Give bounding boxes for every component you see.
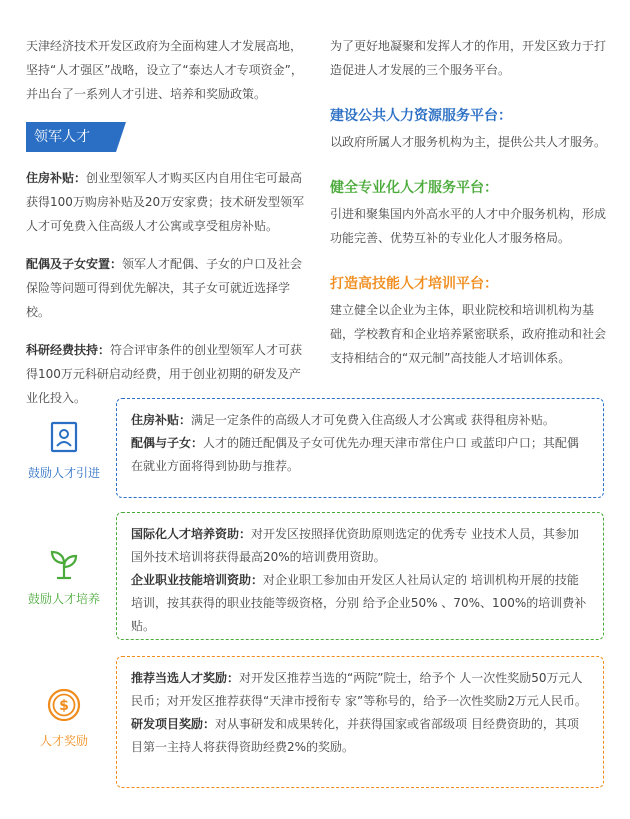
reward-item-research: 研发项目奖励：对从事研发和成果转化，并获得国家或省部级项 目经费资助的，其项目第一主持人将获得资助经费2%的奖励。 xyxy=(131,717,579,754)
section-cultivate-box xyxy=(116,512,604,640)
platform-training-text: 建立健全以企业为主体，职业院校和培训机构为基础，学校教育和企业培养紧密联系，政府推动和社会支持相结合的“双元制”高技能人才培训体系。 xyxy=(330,303,607,365)
section-introduce-box xyxy=(116,398,604,498)
platform-public-title: 建设公共人力资源服务平台： xyxy=(330,108,512,124)
person-card-icon xyxy=(49,420,79,454)
platform-training-title: 打造高技能人才培训平台： xyxy=(330,276,498,292)
section-reward-box xyxy=(116,656,604,788)
coin-icon xyxy=(47,688,81,722)
left-column xyxy=(26,34,310,424)
right-column xyxy=(330,34,612,370)
reward-item-elected: 推荐当选人才奖励：对开发区推荐当选的“两院”院士，给予个 人一次性奖励50万元人民币；对开发区推荐获得“天津市授衔专 家”等称号的，给予一次性奖励2万元人民币。 xyxy=(131,671,587,708)
section-reward-icon-area xyxy=(20,688,108,749)
policy-housing: 住房补贴：创业型领军人才购买区内自用住宅可最高获得100万购房补贴及20万安家费；技术研发型领军人才可免费入住高级人才公寓或享受租房补贴。 xyxy=(26,171,305,233)
cultivate-item-skills: 企业职业技能培训资助：对企业职工参加由开发区人社局认定的 培训机构开展的技能培训，按其获得的职业技能等级资格，分别 给予企业50% 、70%、100%的培训费补贴。 xyxy=(131,573,587,633)
section-introduce-label: 鼓励人才引进 xyxy=(27,466,100,480)
introduce-item-family: 配偶与子女：人才的随迁配偶及子女可优先办理天津市常住户口 或蓝印户口；其配偶在就业方面将得到协助与推荐。 xyxy=(131,436,579,473)
svg-text:$: $ xyxy=(59,698,69,714)
cultivate-item-international: 国际化人才培养资助：对开发区按照择优资助原则选定的优秀专 业技术人员，其参加国外技术培训将获得最高20%的培训费用资助。 xyxy=(131,527,579,564)
section-introduce-icon-area xyxy=(20,420,108,481)
policy-research: 科研经费扶持：符合评审条件的创业型领军人才可获得100万元科研启动经费，用于创业初期的研发及产业化投入。 xyxy=(26,343,303,405)
platform-professional-text: 引进和聚集国内外高水平的人才中介服务机构，形成功能完善、优势互补的专业化人才服务格局。 xyxy=(330,207,607,245)
introduce-item-housing: 住房补贴：满足一定条件的高级人才可免费入住高级人才公寓或 获得租房补贴。 xyxy=(131,413,555,427)
platform-professional-title: 健全专业化人才服务平台： xyxy=(330,180,498,196)
policy-family: 配偶及子女安置：领军人才配偶、子女的户口及社会保险等问题可得到优先解决，其子女可就近选择学校。 xyxy=(26,257,303,319)
section-cultivate-label: 鼓励人才培养 xyxy=(27,592,100,606)
intro-right: 为了更好地凝聚和发挥人才的作用，开发区致力于打造促进人才发展的三个服务平台。 xyxy=(330,39,607,77)
platform-public-text: 以政府所属人才服务机构为主，提供公共人才服务。 xyxy=(330,135,607,149)
banner-leading-talent: 领军人才 xyxy=(26,122,116,152)
section-cultivate-icon-area xyxy=(20,546,108,607)
sprout-icon xyxy=(47,546,81,580)
section-reward-label: 人才奖励 xyxy=(39,734,88,748)
intro-left: 天津经济技术开发区政府为全面构建人才发展高地，坚持“人才强区”战略，设立了“泰达人才专项资金”，并出台了一系列人才引进、培养和奖励政策。 xyxy=(26,39,303,101)
